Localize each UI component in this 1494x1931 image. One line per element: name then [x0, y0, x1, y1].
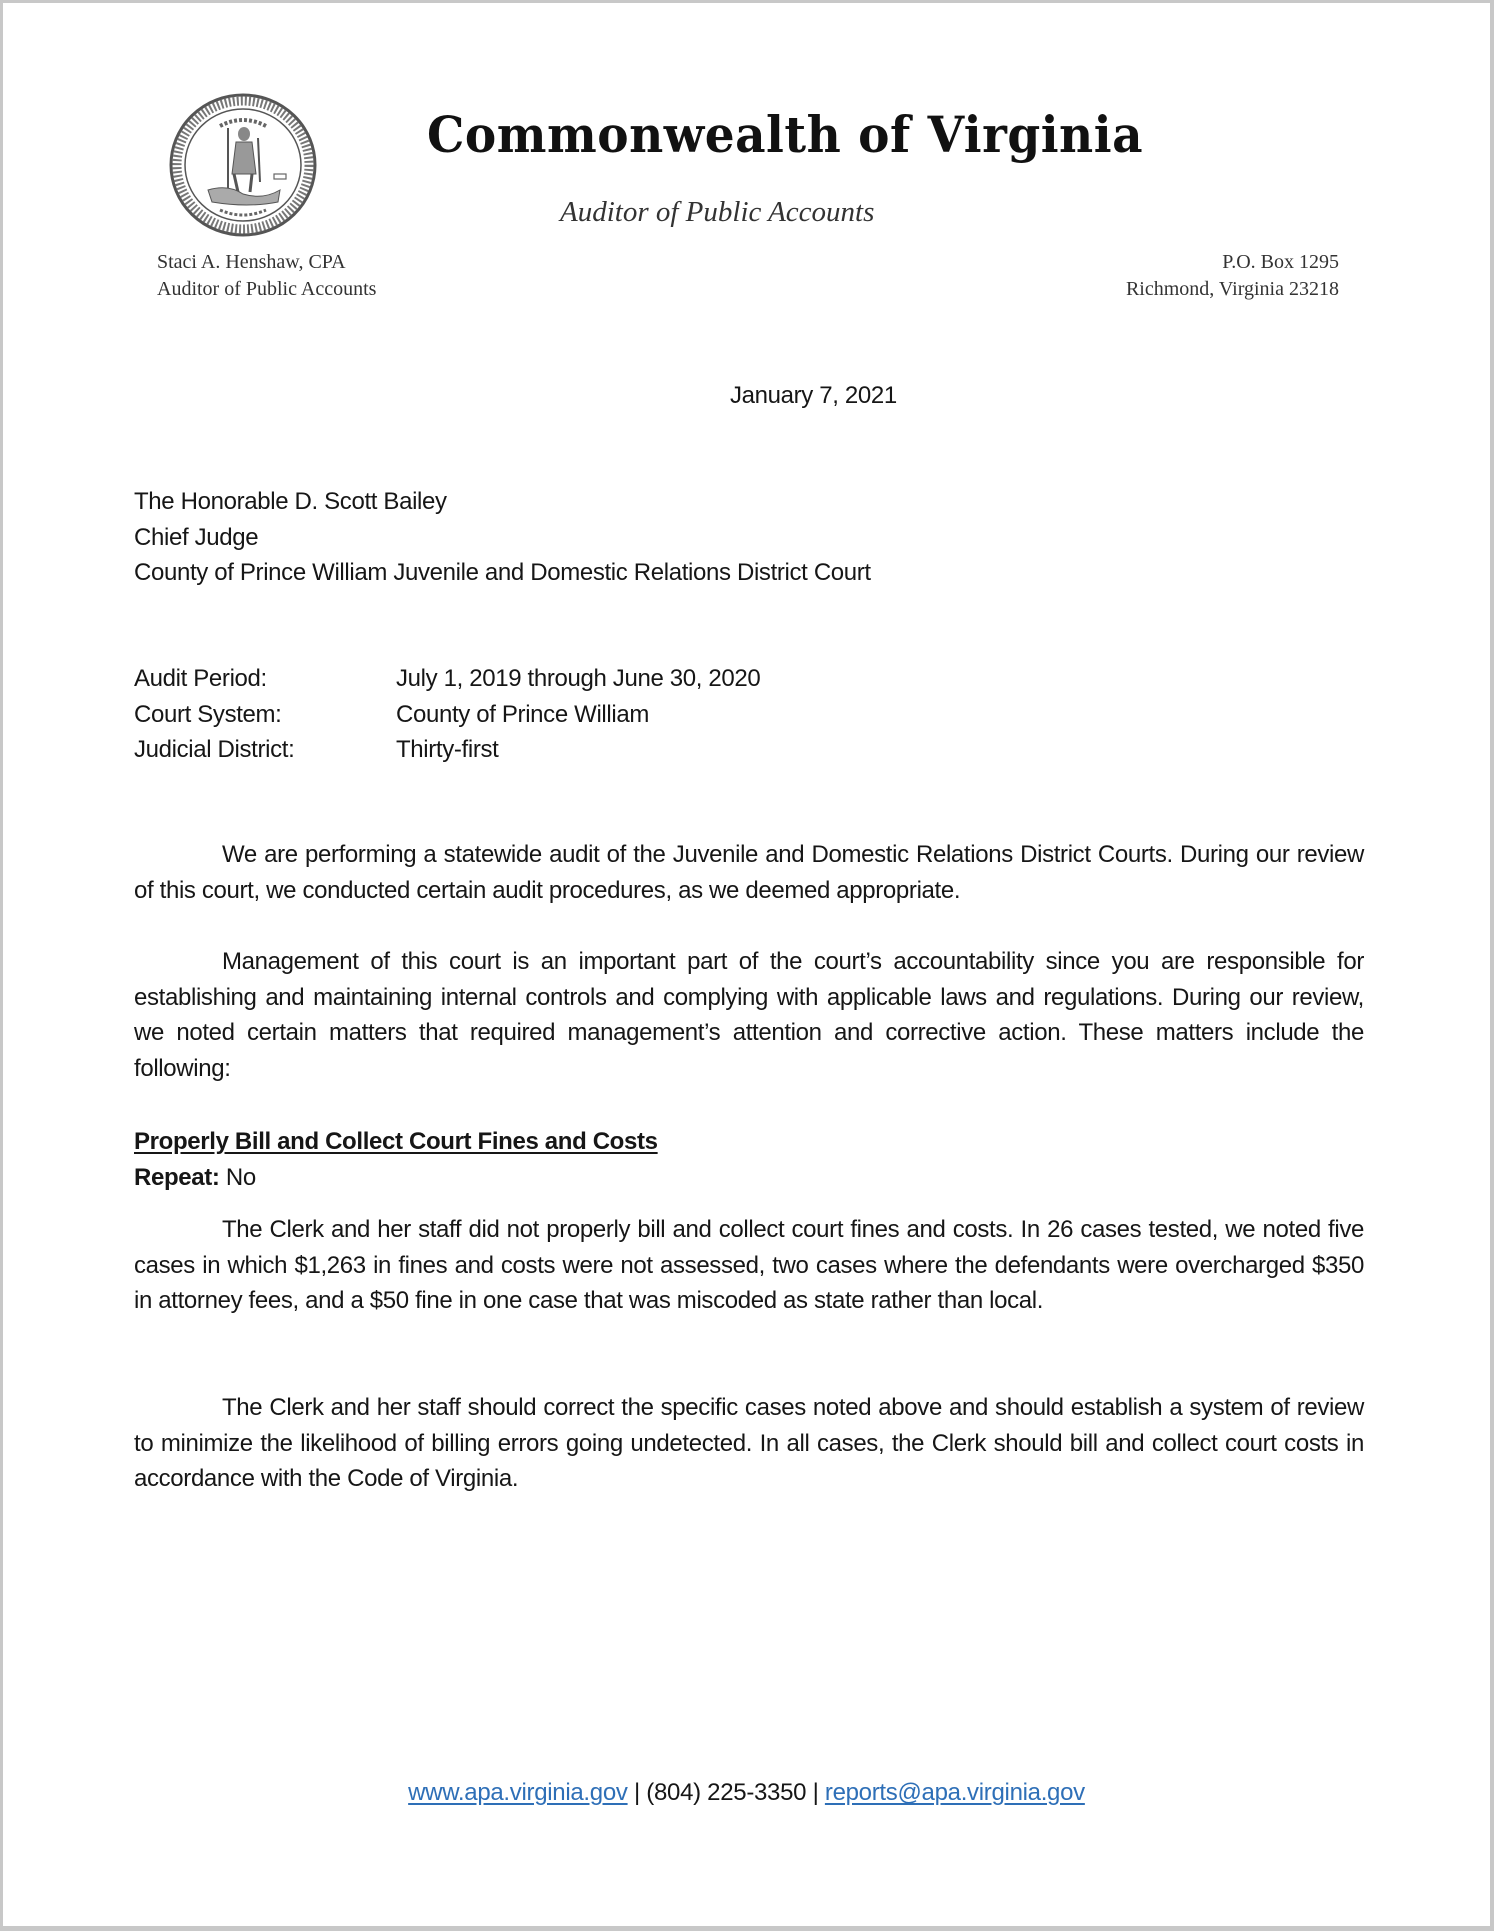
letterhead-subtitle: Auditor of Public Accounts	[560, 196, 875, 228]
virginia-state-seal-icon	[168, 92, 318, 238]
court-system-value: County of Prince William	[396, 700, 650, 728]
letter-date: January 7, 2021	[730, 382, 897, 409]
letterhead-title: Commonwealth of Virginia	[427, 106, 1144, 165]
email-link[interactable]: reports@apa.virginia.gov	[824, 1779, 1085, 1806]
judicial-district-label: Judicial District:	[134, 736, 295, 763]
finding-repeat-status	[134, 1160, 256, 1196]
auditor-title: Auditor of Public Accounts	[157, 278, 377, 300]
management-paragraph	[134, 944, 1364, 1086]
intro-paragraph-text: We are performing a statewide audit of the Juvenile and Domestic Relations District Courts. During our review of this court, we conducted certain audit procedures, as we deemed appropriate.	[134, 841, 1364, 904]
judicial-district-value: Thirty-first	[396, 736, 499, 763]
address-line-1: P.O. Box 1295	[1222, 251, 1339, 273]
management-paragraph-text: Management of this court is an important part of the court’s accountability since you are responsible for establishing and maintaining internal controls and complying with applicable laws and regulations. During our review, we noted certain matters that required management’s attention and corrective action. These matters include the following:	[134, 948, 1364, 1082]
audit-info-row	[134, 732, 760, 768]
addressee-block	[134, 484, 871, 591]
repeat-label: Repeat:	[134, 1164, 220, 1191]
finding-recommendation-text: The Clerk and her staff should correct the specific cases noted above and should establish a system of review to minimize the likelihood of billing errors going undetected. In all cases, the Clerk should bill and collect court costs in accordance with the Code of Virginia.	[134, 1394, 1364, 1492]
footer-contact	[3, 1779, 1490, 1807]
repeat-value: No	[225, 1164, 256, 1191]
finding-condition-paragraph	[134, 1212, 1364, 1319]
website-link[interactable]: www.apa.virginia.gov	[408, 1779, 628, 1806]
phone-number: (804) 225-3350	[646, 1779, 807, 1806]
auditor-signature-block	[157, 249, 376, 303]
court-system-label: Court System:	[134, 700, 282, 728]
audit-info-table	[134, 661, 760, 768]
audit-period-value: July 1, 2019 through June 30, 2020	[396, 665, 761, 692]
footer-separator: |	[633, 1779, 640, 1806]
finding-condition-text: The Clerk and her staff did not properly bill and collect court fines and costs. In 26 cases tested, we noted five cases in which $1,263 in fines and costs were not assessed, two cases where the defendants were overcharged $350 in attorney fees, and a $50 fine in one case that was miscoded as state rather than local.	[134, 1216, 1364, 1314]
addressee-name: The Honorable D. Scott Bailey	[134, 488, 447, 515]
address-line-2: Richmond, Virginia 23218	[1125, 278, 1339, 300]
auditor-name: Staci A. Henshaw, CPA	[157, 251, 346, 273]
finding-recommendation-paragraph	[134, 1390, 1364, 1497]
mailing-address	[1126, 249, 1339, 303]
audit-info-row	[134, 661, 760, 697]
footer-separator: |	[812, 1779, 819, 1806]
intro-paragraph	[134, 837, 1364, 908]
addressee-court: County of Prince William Juvenile and Domestic Relations District Court	[134, 559, 871, 586]
finding-heading: Properly Bill and Collect Court Fines and Costs	[134, 1128, 658, 1155]
audit-period-label: Audit Period:	[134, 665, 267, 692]
addressee-title: Chief Judge	[134, 523, 259, 551]
audit-info-row	[134, 697, 760, 733]
document-page	[3, 3, 1490, 1926]
